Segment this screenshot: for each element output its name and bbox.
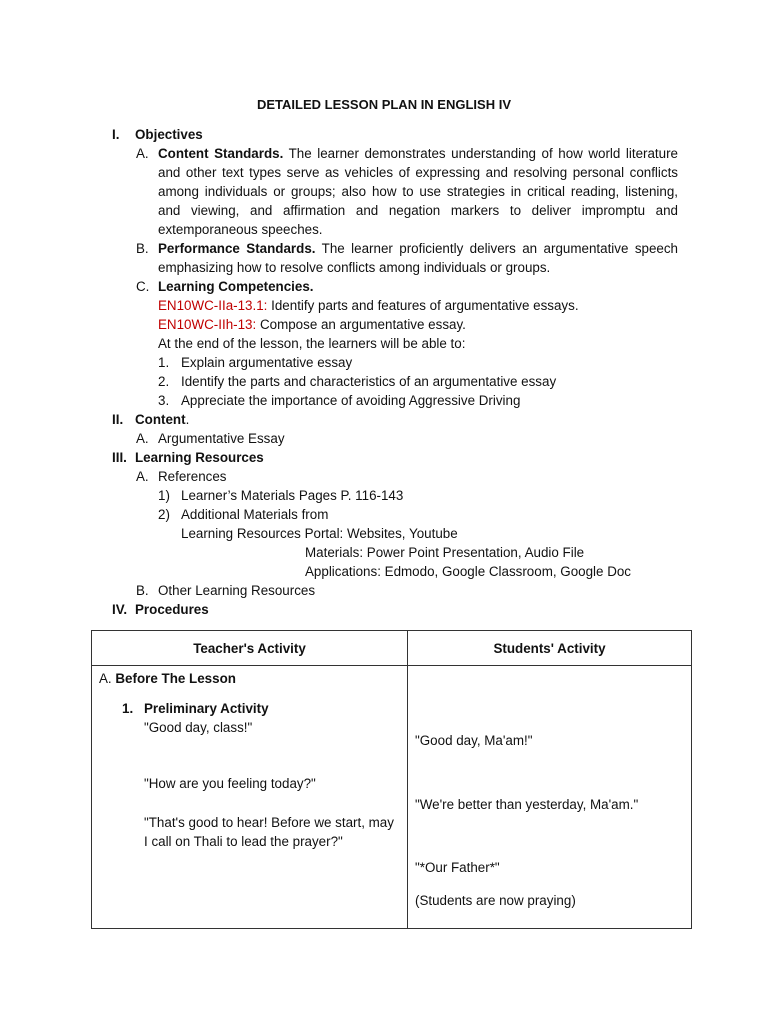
competency-row-2 (112, 315, 678, 334)
applications-row (112, 562, 678, 581)
teacher-activity-cell (92, 666, 408, 929)
list-item-text: Explain argumentative essay (181, 355, 353, 370)
procedures-heading-row (112, 600, 678, 619)
other-resources-row (112, 581, 678, 600)
teacher-line: "How are you feeling today?" (144, 776, 316, 791)
before-lesson-label: Before The Lesson (115, 671, 236, 686)
competency-code-2: EN10WC-IIh-13: (158, 317, 257, 332)
before-lesson-letter: A. (99, 671, 112, 686)
learning-resources-numeral: III. (112, 450, 127, 465)
references-row (112, 467, 678, 486)
list-item-number: 1. (158, 355, 170, 370)
teacher-line: I call on Thali to lead the prayer?" (144, 834, 343, 849)
students-activity-cell (408, 666, 692, 929)
materials-text: Materials: Power Point Presentation, Audio File (305, 545, 585, 560)
procedures-table (91, 630, 692, 929)
list-item (112, 372, 678, 391)
other-resources-label: Other Learning Resources (158, 583, 316, 598)
lesson-outline (112, 125, 678, 619)
table-row (92, 666, 692, 929)
list-item-number: 3. (158, 393, 170, 408)
list-item-number: 2. (158, 374, 170, 389)
preliminary-label: Preliminary Activity (144, 701, 269, 716)
students-activity-header: Students' Activity (408, 631, 692, 666)
content-numeral: II. (112, 412, 124, 427)
learning-resources-heading-row (112, 448, 678, 467)
learning-competencies-row (112, 277, 678, 296)
performance-standards-paragraph (136, 239, 678, 277)
portal-text: Learning Resources Portal: Websites, Youtube (181, 526, 458, 541)
content-heading: Content (135, 412, 186, 427)
before-lesson-heading (99, 669, 236, 688)
teacher-line: "Good day, class!" (144, 720, 253, 735)
references-letter: A. (136, 469, 149, 484)
references-label: References (158, 469, 227, 484)
list-item (112, 353, 678, 372)
reference-number-1: 1) (158, 488, 170, 503)
applications-text: Applications: Edmodo, Google Classroom, Google Doc (305, 564, 632, 579)
competency-text-1: Identify parts and features of argumentative essays. (267, 298, 579, 313)
performance-standards-text: The learner proficiently delivers an argumentative speech emphasizing how to resolve conflicts among individuals or groups. (158, 241, 678, 275)
document-title: DETAILED LESSON PLAN IN ENGLISH IV (256, 97, 511, 112)
reference-number-2: 2) (158, 507, 170, 522)
learning-competencies-label: Learning Competencies. (158, 279, 314, 294)
reference-item-1 (112, 486, 678, 505)
teacher-activity-header: Teacher's Activity (92, 631, 408, 666)
learning-competencies-letter: C. (136, 279, 150, 294)
content-item: Argumentative Essay (158, 431, 285, 446)
student-line: (Students are now praying) (415, 893, 576, 908)
content-standards-letter: A. (136, 146, 149, 161)
content-heading-row (112, 410, 678, 429)
competency-intro: At the end of the lesson, the learners will be able to: (158, 336, 466, 351)
reference-item-2 (112, 505, 678, 524)
objectives-heading: Objectives (135, 127, 203, 142)
competency-intro-row (112, 334, 678, 353)
content-item-letter: A. (136, 431, 149, 446)
teacher-line: "That's good to hear! Before we start, may (144, 815, 394, 830)
student-line: "We're better than yesterday, Ma'am." (415, 797, 639, 812)
learning-resources-heading: Learning Resources (135, 450, 264, 465)
other-resources-letter: B. (136, 583, 149, 598)
list-item-text: Identify the parts and characteristics of an argumentative essay (181, 374, 557, 389)
reference-text-2: Additional Materials from (181, 507, 329, 522)
materials-row (112, 543, 678, 562)
competency-row-1 (112, 296, 678, 315)
content-standards-label: Content Standards. (158, 146, 284, 161)
performance-standards-label: Performance Standards. (158, 241, 316, 256)
content-standards-paragraph (136, 144, 678, 239)
content-item-row (112, 429, 678, 448)
student-line: "*Our Father*" (415, 860, 500, 875)
content-heading-period: . (185, 412, 190, 427)
list-item-text: Appreciate the importance of avoiding Aggressive Driving (181, 393, 521, 408)
student-line: "Good day, Ma'am!" (415, 733, 533, 748)
objectives-heading-row (112, 125, 678, 144)
list-item (112, 391, 678, 410)
performance-standards-letter: B. (136, 241, 149, 256)
procedures-heading: Procedures (135, 602, 209, 617)
competency-code-1: EN10WC-IIa-13.1: (158, 298, 268, 313)
reference-text-1: Learner’s Materials Pages P. 116-143 (181, 488, 404, 503)
preliminary-number: 1. (122, 701, 134, 716)
objectives-numeral: I. (112, 127, 120, 142)
competency-text-2: Compose an argumentative essay. (256, 317, 466, 332)
content-standards-text: The learner demonstrates understanding of how world literature and other text types serve as vehicles of expressing and resolving personal conflicts among individuals or groups; also how to use strategies in critical reading, listening, and viewing, and affirmation and negation markers to deliver impromptu and extemporaneous speeches. (158, 146, 678, 237)
table-header-row (92, 631, 692, 666)
portal-row (112, 524, 678, 543)
procedures-numeral: IV. (112, 602, 128, 617)
